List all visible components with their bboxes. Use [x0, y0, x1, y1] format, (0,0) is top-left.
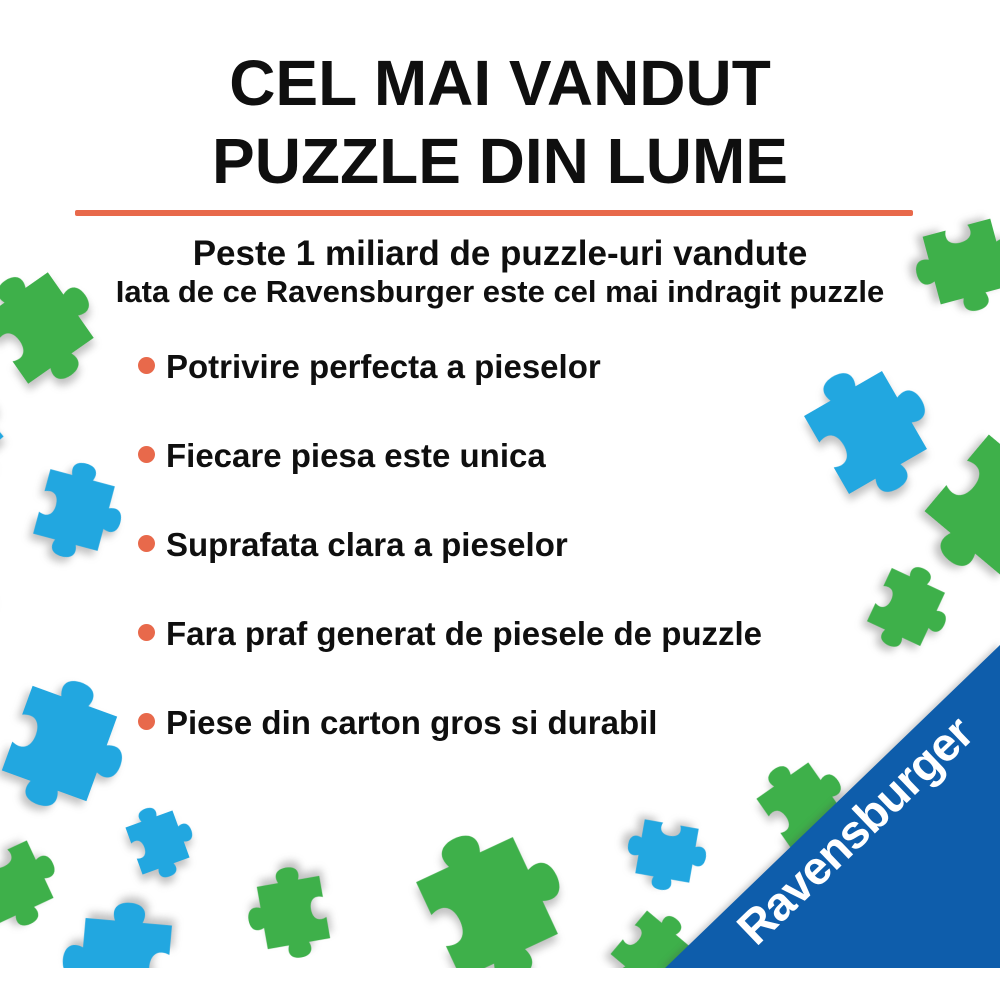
page-title-line1: CEL MAI VANDUT	[229, 47, 771, 119]
divider-line	[75, 210, 913, 216]
bullet-dot-icon	[138, 535, 155, 552]
puzzle-piece-icon	[109, 794, 205, 890]
brand-corner-banner	[650, 628, 1000, 968]
subtitle-primary: Peste 1 miliard de puzzle-uri vandute	[192, 234, 808, 273]
bullet-dot-icon	[138, 713, 155, 730]
page-title-line2: PUZZLE DIN LUME	[212, 125, 788, 197]
puzzle-piece-icon	[381, 802, 594, 968]
list-item-label: Fara praf generat de piesele de puzzle	[166, 615, 763, 652]
bullet-dot-icon	[138, 624, 155, 641]
puzzle-piece-icon	[238, 857, 348, 967]
list-item-label: Suprafata clara a pieselor	[166, 526, 568, 563]
brand-triangle	[663, 645, 1000, 968]
puzzle-piece-icon	[55, 895, 196, 968]
bullet-dot-icon	[138, 357, 155, 374]
list-item	[138, 348, 762, 385]
puzzle-piece-icon	[0, 657, 146, 830]
list-item	[138, 526, 762, 563]
list-item	[138, 437, 762, 474]
puzzle-piece-icon	[13, 449, 135, 571]
list-item-label: Potrivire perfecta a pieselor	[166, 348, 601, 385]
list-item-label: Piese din carton gros si durabil	[166, 704, 658, 741]
bullet-dot-icon	[138, 446, 155, 463]
list-item-label: Fiecare piesa este unica	[166, 437, 546, 474]
brand-logo-text: Ravensburger	[726, 705, 983, 955]
subtitle-secondary: Iata de ce Ravensburger este cel mai indragit puzzle	[115, 274, 885, 309]
